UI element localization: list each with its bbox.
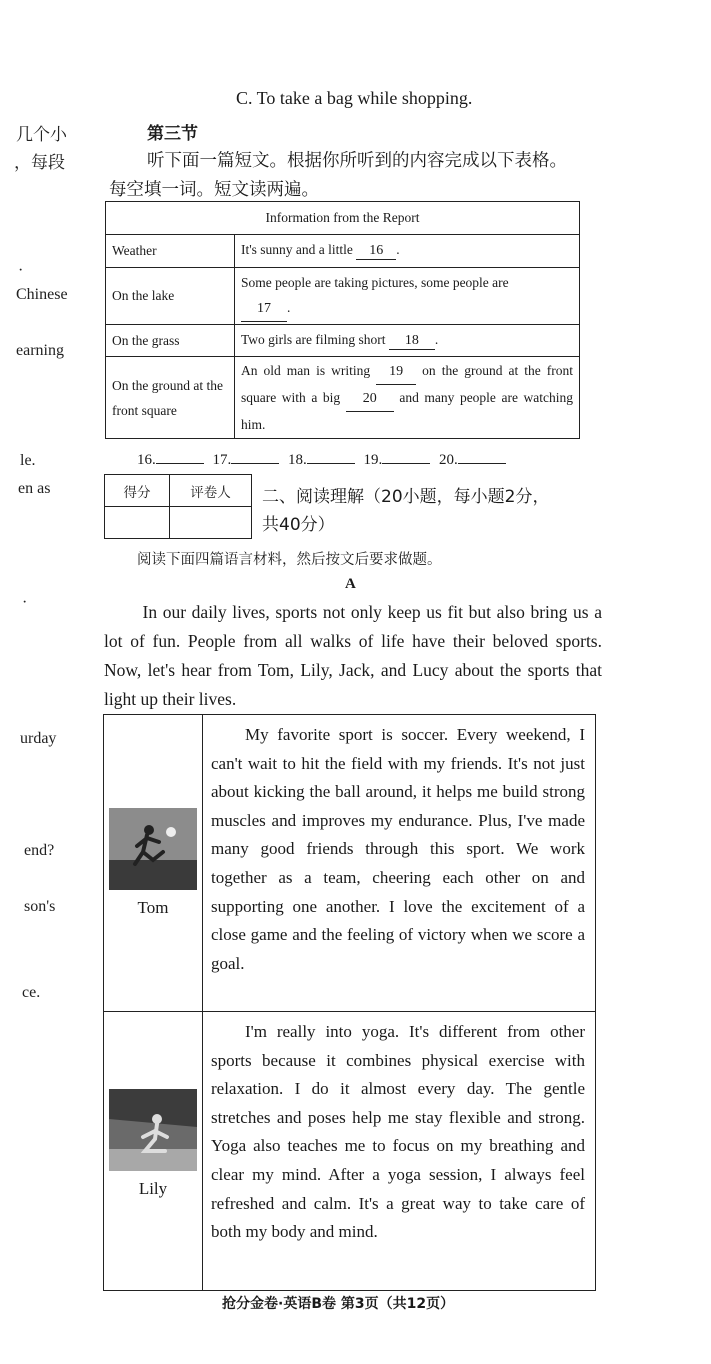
score-table <box>104 474 252 539</box>
left-fragment: le. <box>20 452 36 469</box>
answer-blank[interactable] <box>382 449 430 464</box>
answer-blank[interactable] <box>156 449 204 464</box>
row-label: On the grass <box>106 325 235 357</box>
grader-cell[interactable] <box>170 507 252 539</box>
table-row <box>104 1012 596 1291</box>
option-c: C. To take a bag while shopping. <box>236 88 473 108</box>
answer-blank[interactable] <box>231 449 279 464</box>
page-footer: 抢分金卷·英语B卷 第3页（共12页） <box>222 1296 455 1312</box>
soccer-photo <box>109 808 197 890</box>
person-cell <box>104 715 203 1012</box>
person-text: My favorite sport is soccer. Every weekend, I can't wait to hit the field with my friends. It's not just about kicking the ball around, it helps me build strong muscles and improves my endurance. Plus, I've made many good friends through this sport. We work together as a team, cheering each other on and supporting one another. I love the excitement of a close game and the feeling of victory when we score a goal. <box>203 715 596 1012</box>
blank-20[interactable]: 20 <box>346 386 394 412</box>
left-fragment: · <box>22 594 28 611</box>
blank-16[interactable]: 16 <box>356 243 396 260</box>
table-row <box>106 357 580 439</box>
blank-18[interactable]: 18 <box>389 333 435 350</box>
table-row <box>106 268 580 325</box>
answer-blank[interactable] <box>307 449 355 464</box>
part-title: 二、阅读理解（20小题，每小题2分， <box>262 487 550 507</box>
part-instruction: 阅读下面四篇语言材料，然后按文后要求做题。 <box>137 552 442 568</box>
row-label: On the ground at the front square <box>106 357 235 439</box>
left-fragment: urday <box>20 730 57 747</box>
information-table <box>105 201 580 439</box>
answer-line: 16. 17. 18. 19. 20. <box>137 449 506 469</box>
blank-17[interactable]: 17 <box>241 296 287 322</box>
score-cell[interactable] <box>105 507 170 539</box>
person-name: Lily <box>138 1179 168 1198</box>
answer-blank[interactable] <box>458 449 506 464</box>
part-title: 共40分） <box>262 515 335 535</box>
left-fragment: en as <box>18 480 51 497</box>
person-text: I'm really into yoga. It's different from other sports because it combines physical exercise with relaxation. I do it almost every day. The gentle stretches and poses help me stay flexible and strong. Yoga also teaches me to focus on my breathing and clear my mind. After a yoga session, I always feel refreshed and calm. It's a great way to take care of both my body and mind. <box>203 1012 596 1291</box>
yoga-photo <box>109 1089 197 1171</box>
left-fragment: · <box>18 262 24 279</box>
left-fragment: Chinese <box>16 286 68 303</box>
table-row <box>106 325 580 357</box>
person-name: Tom <box>137 898 169 917</box>
row-label: On the lake <box>106 268 235 325</box>
person-cell <box>104 1012 203 1291</box>
table-row <box>104 715 596 1012</box>
row-content: It's sunny and a little 16 . <box>235 235 580 268</box>
passage-letter: A <box>345 576 356 592</box>
blank-19[interactable]: 19 <box>376 359 416 385</box>
row-label: Weather <box>106 235 235 268</box>
table-row <box>106 235 580 268</box>
left-fragment: son's <box>24 898 56 915</box>
left-fragment: earning <box>16 342 64 359</box>
section-heading: 第三节 <box>147 124 198 144</box>
grader-header: 评卷人 <box>170 475 252 507</box>
left-fragment: ，每段 <box>14 153 65 173</box>
score-header: 得分 <box>105 475 170 507</box>
section-instruction: 每空填一词。短文读两遍。 <box>109 180 319 200</box>
intro-paragraph: In our daily lives, sports not only keep us fit but also bring us a lot of fun. People from all walks of life have their beloved sports. Now, let's hear from Tom, Lily, Jack, and Lucy about the sports that light up their lives. <box>104 602 602 709</box>
section-instruction: 听下面一篇短文。根据你所听到的内容完成以下表格。 <box>147 151 567 171</box>
left-fragment: 几个小 <box>16 125 67 145</box>
table-caption: Information from the Report <box>106 202 580 235</box>
row-content: Two girls are filming short 18 . <box>235 325 580 357</box>
row-content: An old man is writing 19 on the ground at the front square with a big 20 and many people are watching him. <box>235 357 580 439</box>
row-content: Some people are taking pictures, some people are 17 . <box>235 268 580 325</box>
left-fragment: ce. <box>22 984 41 1001</box>
sports-table <box>103 714 596 1291</box>
left-fragment: end? <box>24 842 55 859</box>
